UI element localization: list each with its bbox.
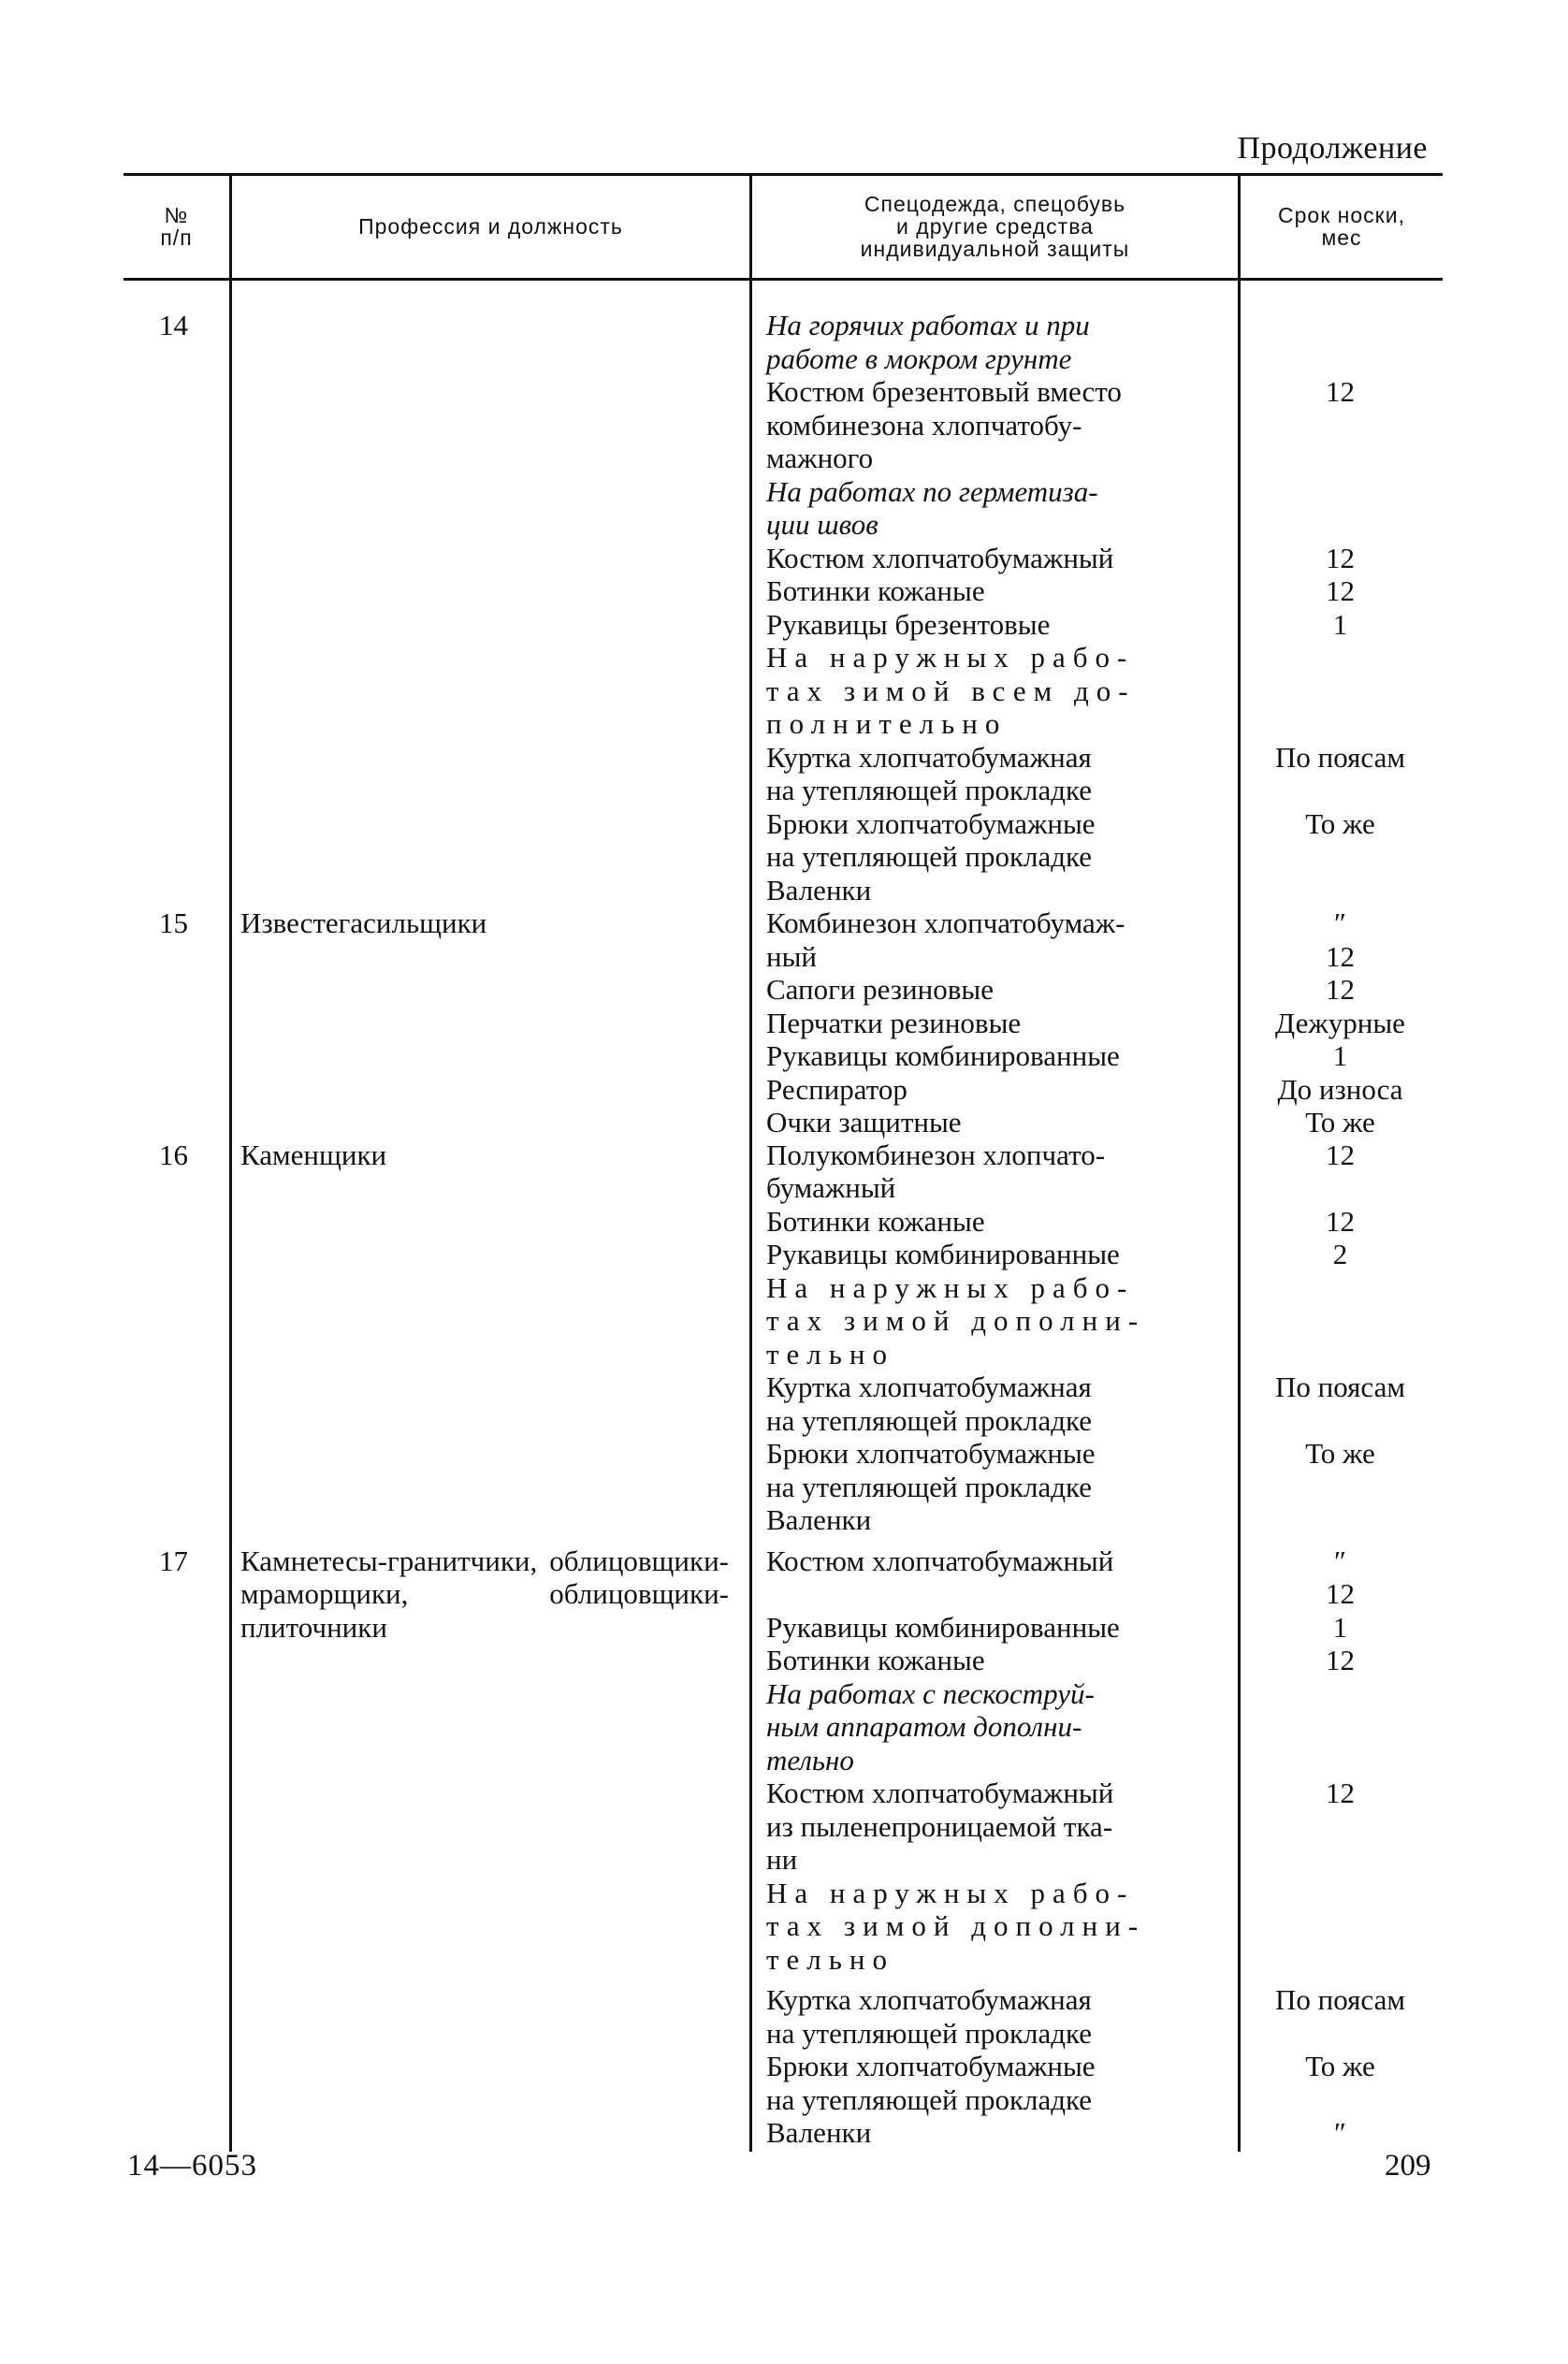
item-text-line: Валенки — [766, 2116, 872, 2149]
clothing-item — [749, 1073, 1443, 1107]
item-text — [749, 1371, 1238, 1437]
item-text — [749, 1503, 1238, 1537]
item-text-line: тельно — [766, 1942, 895, 1976]
clothing-item — [749, 608, 1443, 642]
item-text-line: Перчатки резиновые — [766, 1006, 1022, 1039]
item-text-line: комбинезона хлопчатобу- — [766, 408, 1082, 442]
row-number: 15 — [159, 906, 188, 939]
clothing-item — [749, 1039, 1443, 1073]
item-text — [749, 1238, 1238, 1271]
table-top-rule — [123, 173, 1443, 176]
item-text-line: Респиратор — [766, 1072, 907, 1106]
clothing-item — [749, 1777, 1443, 1877]
item-text — [749, 2116, 1238, 2150]
clothing-item — [749, 1138, 1443, 1205]
clothing-item — [749, 1545, 1443, 1611]
wear-period: 1 — [1332, 607, 1348, 641]
item-text — [749, 608, 1238, 642]
item-text-line: Ботинки кожаные — [766, 1644, 985, 1676]
item-text-line: тах зимой дополни- — [766, 1304, 1146, 1337]
item-text-line: на утепляющей прокладке — [766, 840, 1093, 873]
clothing-item — [749, 375, 1443, 475]
item-text-line: На работах с пескоструй- — [766, 1676, 1095, 1710]
wear-period: 12 — [1326, 574, 1355, 607]
item-text — [749, 1611, 1238, 1645]
header-wear-period: Срок носки, мес — [1278, 203, 1405, 250]
wear-period: 1 — [1332, 1039, 1348, 1072]
item-text — [749, 1644, 1238, 1677]
item-text-line: На наружных рабо- — [766, 1876, 1135, 1909]
item-text-line: Костюм хлопчатобумажный — [766, 1544, 1114, 1577]
item-text-line: на утепляющей прокладке — [766, 1403, 1093, 1437]
item-text — [749, 2050, 1238, 2116]
clothing-item — [749, 1437, 1443, 1503]
wear-period: 12 — [1326, 1204, 1355, 1238]
clothing-item — [749, 807, 1443, 874]
item-text-line: Куртка хлопчатобумажная — [766, 740, 1092, 774]
item-text — [749, 807, 1238, 874]
item-text-line: Рукавицы комбинированные — [766, 1039, 1120, 1072]
item-text — [749, 309, 1238, 375]
item-text — [749, 475, 1238, 542]
item-text — [749, 1877, 1238, 1977]
wear-period: ″ 12 — [1326, 906, 1355, 973]
item-text-line: Комбинезон хлопчатобумаж- — [766, 906, 1125, 939]
item-text-line: бумажный — [766, 1171, 896, 1204]
item-text — [749, 1983, 1238, 2050]
item-text-line: Брюки хлопчатобумажные — [766, 806, 1096, 840]
profession-cell: Каменщики — [240, 1138, 387, 1171]
clothing-item — [749, 973, 1443, 1007]
table-row — [123, 1138, 1443, 1537]
item-text-line: Куртка хлопчатобумажная — [766, 1371, 1092, 1403]
wear-period: По поясам — [1275, 1983, 1405, 2016]
item-text — [749, 1007, 1238, 1040]
clothing-item — [749, 1007, 1443, 1040]
item-text-line: На наружных рабо- — [766, 1270, 1135, 1304]
wear-period: 12 — [1326, 1644, 1355, 1676]
item-text — [749, 1437, 1238, 1503]
item-text — [749, 1677, 1238, 1777]
item-list — [749, 309, 1443, 906]
item-text-line: Очки защитные — [766, 1106, 962, 1138]
item-text-line: работе в мокром грунте — [766, 341, 1072, 375]
clothing-item — [749, 2116, 1443, 2150]
profession-cell: Камнетесы-гранитчики, облицовщики-мраморщики, облицовщики-плиточники — [240, 1544, 729, 1644]
condition-note — [749, 1271, 1443, 1371]
clothing-item — [749, 574, 1443, 608]
item-text-line: ным аппаратом дополни- — [766, 1710, 1082, 1743]
header-profession: Профессия и должность — [358, 214, 623, 239]
item-text-line: Валенки — [766, 873, 872, 906]
item-text-line: ции швов — [766, 508, 878, 541]
item-text — [749, 542, 1238, 575]
wear-period: То же — [1305, 1437, 1375, 1470]
item-text-line: Ботинки кожаные — [766, 574, 985, 607]
clothing-item — [749, 2050, 1443, 2116]
item-text-line: тах зимой всем до- — [766, 674, 1136, 707]
item-text — [749, 375, 1238, 475]
item-text-line: Сапоги резиновые — [766, 973, 994, 1006]
item-text — [749, 1545, 1238, 1578]
wear-period: 12 — [1326, 973, 1355, 1006]
item-text-line: тельно — [766, 1743, 854, 1777]
item-list — [749, 1545, 1443, 2150]
table-row — [123, 309, 1443, 906]
continuation-label: Продолжение — [1237, 131, 1428, 166]
table-row — [123, 906, 1443, 1139]
condition-note — [749, 1877, 1443, 1977]
wear-period: 12 — [1326, 1777, 1355, 1809]
clothing-item — [749, 1205, 1443, 1239]
row-number: 14 — [159, 309, 188, 341]
wear-period: Дежурные — [1275, 1006, 1405, 1039]
condition-note — [749, 309, 1443, 375]
item-text — [749, 1205, 1238, 1239]
wear-period: ″ — [1334, 2116, 1346, 2149]
item-text-line: Костюм брезентовый вместо — [766, 375, 1122, 408]
clothing-item — [749, 542, 1443, 575]
item-text-line: на утепляющей прокладке — [766, 774, 1093, 806]
clothing-item — [749, 1644, 1443, 1677]
table-header-rule — [123, 278, 1443, 281]
item-text-line: тах зимой дополни- — [766, 1909, 1146, 1942]
wear-period: 1 — [1332, 1610, 1348, 1644]
item-text-line: тельно — [766, 1337, 895, 1371]
clothing-item — [749, 1238, 1443, 1271]
item-text — [749, 1777, 1238, 1877]
clothing-item — [749, 1371, 1443, 1437]
item-text — [749, 1039, 1238, 1073]
condition-note — [749, 475, 1443, 542]
item-text-line: На горячих работах и при — [766, 309, 1090, 341]
wear-period: То же — [1305, 2050, 1375, 2082]
item-text-line: полнительно — [766, 707, 1008, 740]
item-text-line: ни — [766, 1843, 798, 1876]
footer-code: 14—6053 — [127, 2149, 257, 2183]
profession-cell: Известегасильщики — [240, 906, 487, 939]
item-text-line: Полукомбинезон хлопчато- — [766, 1138, 1106, 1171]
item-text — [749, 874, 1238, 907]
page-number: 209 — [1385, 2149, 1431, 2183]
wear-period: 2 — [1332, 1238, 1348, 1270]
item-list — [749, 906, 1443, 1139]
item-text — [749, 1138, 1238, 1205]
condition-note — [749, 1677, 1443, 1777]
clothing-item — [749, 874, 1443, 907]
item-text-line: мажного — [766, 442, 874, 474]
clothing-item — [749, 1611, 1443, 1645]
item-text-line: ный — [766, 939, 818, 973]
item-text — [749, 906, 1238, 973]
clothing-item — [749, 1503, 1443, 1537]
item-text-line: Ботинки кожаные — [766, 1204, 985, 1238]
item-text — [749, 741, 1238, 807]
clothing-item — [749, 906, 1443, 973]
header-number: № п/п — [160, 203, 193, 250]
item-text-line: Брюки хлопчатобумажные — [766, 1437, 1096, 1470]
wear-period: 12 — [1326, 1138, 1355, 1171]
item-text-line: Костюм хлопчатобумажный — [766, 541, 1114, 574]
wear-period: До износа — [1277, 1072, 1403, 1106]
clothing-item — [749, 1983, 1443, 2050]
wear-period: ″ 12 — [1326, 1544, 1355, 1610]
wear-period: То же — [1305, 1106, 1375, 1138]
header-clothing: Спецодежда, спецобувь и другие средства индивидуальной защиты — [860, 192, 1130, 261]
table-row — [123, 1545, 1443, 2150]
item-text-line: на утепляющей прокладке — [766, 2082, 1093, 2116]
item-text-line: Костюм хлопчатобумажный — [766, 1777, 1114, 1809]
wear-period: По поясам — [1275, 740, 1405, 774]
item-text-line: Рукавицы брезентовые — [766, 607, 1051, 641]
item-text — [749, 641, 1238, 741]
table-body — [123, 309, 1443, 2150]
wear-period: 12 — [1326, 541, 1355, 574]
wear-period: 12 — [1326, 375, 1355, 408]
item-list — [749, 1138, 1443, 1537]
wear-period: То же — [1305, 806, 1375, 840]
item-text-line: На наружных рабо- — [766, 641, 1135, 674]
item-text-line: Валенки — [766, 1503, 872, 1536]
item-text-line: Брюки хлопчатобумажные — [766, 2050, 1096, 2082]
item-text-line: Рукавицы комбинированные — [766, 1610, 1120, 1644]
item-text — [749, 1073, 1238, 1107]
row-number: 16 — [159, 1138, 188, 1171]
row-number: 17 — [159, 1544, 188, 1577]
item-text — [749, 1106, 1238, 1139]
wear-period: По поясам — [1275, 1371, 1405, 1403]
item-text — [749, 973, 1238, 1007]
item-text-line: на утепляющей прокладке — [766, 1470, 1093, 1503]
clothing-item — [749, 741, 1443, 807]
item-text-line: Куртка хлопчатобумажная — [766, 1983, 1092, 2016]
item-text-line: На работах по герметиза- — [766, 474, 1098, 508]
item-text — [749, 574, 1238, 608]
item-text-line: из пыленепроницаемой тка- — [766, 1809, 1113, 1843]
condition-note — [749, 641, 1443, 741]
item-text — [749, 1271, 1238, 1371]
item-text-line: Рукавицы комбинированные — [766, 1238, 1120, 1270]
item-text-line: на утепляющей прокладке — [766, 2016, 1093, 2050]
clothing-item — [749, 1106, 1443, 1139]
